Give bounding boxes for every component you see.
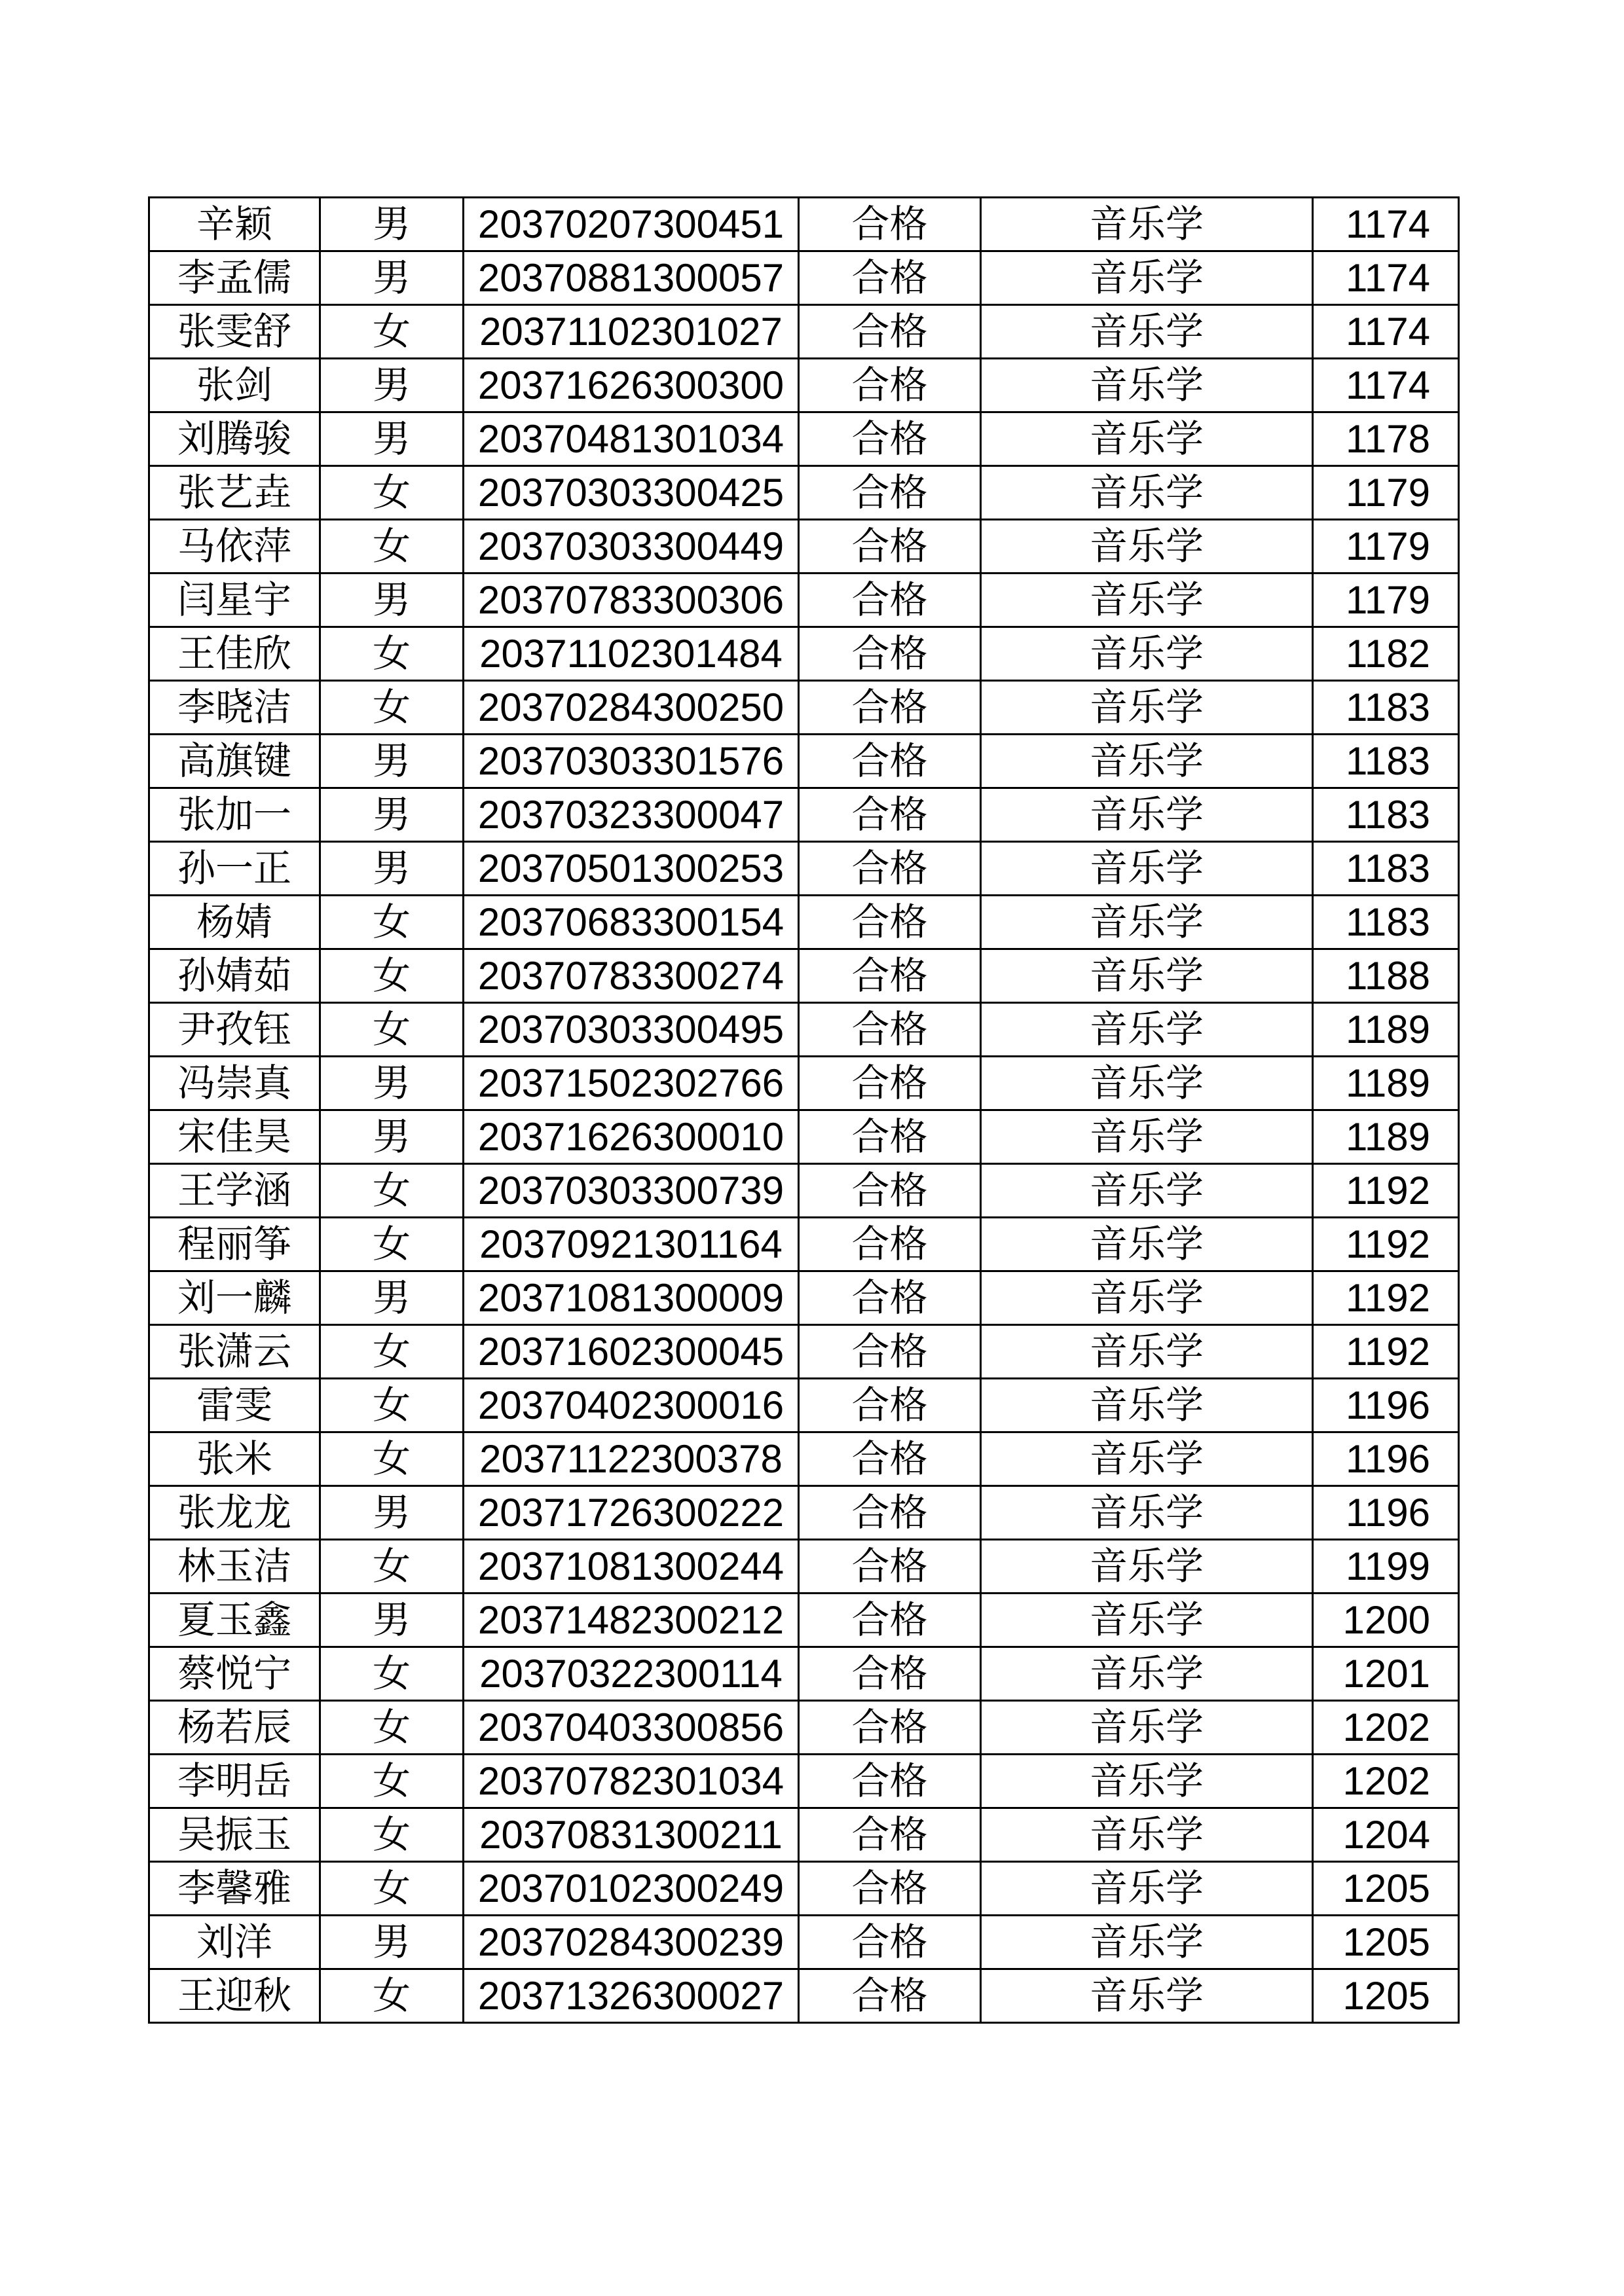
table-row	[149, 1432, 1459, 1486]
table-row	[149, 1701, 1459, 1755]
score-cell: 1192	[1313, 1164, 1459, 1218]
table-row	[149, 1540, 1459, 1594]
score-cell: 1178	[1313, 412, 1459, 466]
exam-id-cell: 20371326300027	[464, 1969, 799, 2023]
gender-cell: 女	[320, 1325, 464, 1379]
score-cell: 1174	[1313, 305, 1459, 359]
status-cell: 合格	[799, 1379, 981, 1432]
major-cell: 音乐学	[981, 1647, 1313, 1701]
exam-id-cell: 20370102300249	[464, 1862, 799, 1916]
name-cell: 李晓洁	[149, 681, 320, 735]
major-cell: 音乐学	[981, 1916, 1313, 1969]
score-cell: 1183	[1313, 896, 1459, 949]
name-cell: 闫星宇	[149, 574, 320, 627]
score-cell: 1179	[1313, 466, 1459, 520]
major-cell: 音乐学	[981, 1594, 1313, 1647]
status-cell: 合格	[799, 1057, 981, 1110]
status-cell: 合格	[799, 627, 981, 681]
major-cell: 音乐学	[981, 1862, 1313, 1916]
table-row	[149, 1969, 1459, 2023]
exam-id-cell: 20371081300009	[464, 1271, 799, 1325]
results-table-body	[149, 198, 1459, 2023]
major-cell: 音乐学	[981, 1486, 1313, 1540]
gender-cell: 女	[320, 1755, 464, 1808]
table-row	[149, 359, 1459, 412]
gender-cell: 男	[320, 198, 464, 251]
status-cell: 合格	[799, 1164, 981, 1218]
status-cell: 合格	[799, 735, 981, 788]
status-cell: 合格	[799, 1271, 981, 1325]
gender-cell: 女	[320, 1218, 464, 1271]
exam-id-cell: 20371081300244	[464, 1540, 799, 1594]
table-row	[149, 1755, 1459, 1808]
status-cell: 合格	[799, 412, 981, 466]
name-cell: 张米	[149, 1432, 320, 1486]
name-cell: 宋佳昊	[149, 1110, 320, 1164]
score-cell: 1202	[1313, 1755, 1459, 1808]
exam-id-cell: 20370782301034	[464, 1755, 799, 1808]
status-cell: 合格	[799, 1003, 981, 1057]
score-cell: 1179	[1313, 574, 1459, 627]
exam-id-cell: 20371602300045	[464, 1325, 799, 1379]
exam-id-cell: 20370284300239	[464, 1916, 799, 1969]
major-cell: 音乐学	[981, 681, 1313, 735]
name-cell: 杨若辰	[149, 1701, 320, 1755]
status-cell: 合格	[799, 896, 981, 949]
gender-cell: 男	[320, 735, 464, 788]
gender-cell: 男	[320, 1916, 464, 1969]
gender-cell: 男	[320, 412, 464, 466]
status-cell: 合格	[799, 1540, 981, 1594]
name-cell: 夏玉鑫	[149, 1594, 320, 1647]
status-cell: 合格	[799, 1969, 981, 2023]
table-row	[149, 681, 1459, 735]
score-cell: 1205	[1313, 1862, 1459, 1916]
score-cell: 1202	[1313, 1701, 1459, 1755]
name-cell: 孙婧茹	[149, 949, 320, 1003]
score-cell: 1196	[1313, 1432, 1459, 1486]
exam-id-cell: 20370481301034	[464, 412, 799, 466]
status-cell: 合格	[799, 1486, 981, 1540]
score-cell: 1192	[1313, 1271, 1459, 1325]
score-cell: 1189	[1313, 1057, 1459, 1110]
status-cell: 合格	[799, 1916, 981, 1969]
major-cell: 音乐学	[981, 1003, 1313, 1057]
table-row	[149, 412, 1459, 466]
status-cell: 合格	[799, 1325, 981, 1379]
major-cell: 音乐学	[981, 1540, 1313, 1594]
major-cell: 音乐学	[981, 1379, 1313, 1432]
name-cell: 李馨雅	[149, 1862, 320, 1916]
name-cell: 马依萍	[149, 520, 320, 574]
score-cell: 1183	[1313, 842, 1459, 896]
status-cell: 合格	[799, 251, 981, 305]
score-cell: 1196	[1313, 1486, 1459, 1540]
major-cell: 音乐学	[981, 305, 1313, 359]
table-row	[149, 1057, 1459, 1110]
name-cell: 张艺垚	[149, 466, 320, 520]
results-table	[148, 196, 1460, 2024]
gender-cell: 女	[320, 896, 464, 949]
score-cell: 1174	[1313, 198, 1459, 251]
score-cell: 1183	[1313, 788, 1459, 842]
gender-cell: 女	[320, 1164, 464, 1218]
score-cell: 1174	[1313, 359, 1459, 412]
name-cell: 刘洋	[149, 1916, 320, 1969]
gender-cell: 女	[320, 1432, 464, 1486]
score-cell: 1204	[1313, 1808, 1459, 1862]
status-cell: 合格	[799, 1808, 981, 1862]
exam-id-cell: 20371102301027	[464, 305, 799, 359]
major-cell: 音乐学	[981, 359, 1313, 412]
major-cell: 音乐学	[981, 949, 1313, 1003]
status-cell: 合格	[799, 681, 981, 735]
name-cell: 杨婧	[149, 896, 320, 949]
table-row	[149, 1003, 1459, 1057]
score-cell: 1189	[1313, 1110, 1459, 1164]
score-cell: 1205	[1313, 1916, 1459, 1969]
score-cell: 1196	[1313, 1379, 1459, 1432]
major-cell: 音乐学	[981, 627, 1313, 681]
name-cell: 程丽筝	[149, 1218, 320, 1271]
gender-cell: 男	[320, 1057, 464, 1110]
score-cell: 1205	[1313, 1969, 1459, 2023]
table-row	[149, 788, 1459, 842]
name-cell: 高旗键	[149, 735, 320, 788]
name-cell: 刘一麟	[149, 1271, 320, 1325]
exam-id-cell: 20370402300016	[464, 1379, 799, 1432]
score-cell: 1192	[1313, 1325, 1459, 1379]
gender-cell: 女	[320, 1969, 464, 2023]
status-cell: 合格	[799, 198, 981, 251]
status-cell: 合格	[799, 1432, 981, 1486]
major-cell: 音乐学	[981, 1325, 1313, 1379]
gender-cell: 女	[320, 1701, 464, 1755]
name-cell: 尹孜钰	[149, 1003, 320, 1057]
name-cell: 冯崇真	[149, 1057, 320, 1110]
status-cell: 合格	[799, 1755, 981, 1808]
exam-id-cell: 20371726300222	[464, 1486, 799, 1540]
score-cell: 1192	[1313, 1218, 1459, 1271]
gender-cell: 男	[320, 251, 464, 305]
table-row	[149, 1218, 1459, 1271]
name-cell: 吴振玉	[149, 1808, 320, 1862]
exam-id-cell: 20370303300495	[464, 1003, 799, 1057]
exam-id-cell: 20370207300451	[464, 198, 799, 251]
name-cell: 张加一	[149, 788, 320, 842]
exam-id-cell: 20370403300856	[464, 1701, 799, 1755]
table-row	[149, 1325, 1459, 1379]
table-row	[149, 1862, 1459, 1916]
exam-id-cell: 20371502302766	[464, 1057, 799, 1110]
table-row	[149, 627, 1459, 681]
name-cell: 雷雯	[149, 1379, 320, 1432]
exam-id-cell: 20371122300378	[464, 1432, 799, 1486]
gender-cell: 女	[320, 466, 464, 520]
table-row	[149, 1379, 1459, 1432]
gender-cell: 女	[320, 520, 464, 574]
status-cell: 合格	[799, 1862, 981, 1916]
exam-id-cell: 20370831300211	[464, 1808, 799, 1862]
table-row	[149, 896, 1459, 949]
gender-cell: 男	[320, 1271, 464, 1325]
gender-cell: 女	[320, 1862, 464, 1916]
status-cell: 合格	[799, 574, 981, 627]
gender-cell: 女	[320, 1003, 464, 1057]
major-cell: 音乐学	[981, 1164, 1313, 1218]
score-cell: 1182	[1313, 627, 1459, 681]
status-cell: 合格	[799, 1701, 981, 1755]
exam-id-cell: 20370322300114	[464, 1647, 799, 1701]
score-cell: 1200	[1313, 1594, 1459, 1647]
major-cell: 音乐学	[981, 896, 1313, 949]
score-cell: 1179	[1313, 520, 1459, 574]
table-row	[149, 1594, 1459, 1647]
gender-cell: 男	[320, 788, 464, 842]
gender-cell: 男	[320, 1110, 464, 1164]
table-row	[149, 574, 1459, 627]
gender-cell: 女	[320, 305, 464, 359]
score-cell: 1189	[1313, 1003, 1459, 1057]
gender-cell: 女	[320, 681, 464, 735]
table-row	[149, 466, 1459, 520]
exam-id-cell: 20370284300250	[464, 681, 799, 735]
gender-cell: 女	[320, 1379, 464, 1432]
name-cell: 张剑	[149, 359, 320, 412]
major-cell: 音乐学	[981, 1271, 1313, 1325]
exam-id-cell: 20370303300449	[464, 520, 799, 574]
gender-cell: 男	[320, 359, 464, 412]
gender-cell: 女	[320, 1808, 464, 1862]
status-cell: 合格	[799, 1647, 981, 1701]
major-cell: 音乐学	[981, 251, 1313, 305]
status-cell: 合格	[799, 842, 981, 896]
status-cell: 合格	[799, 1110, 981, 1164]
status-cell: 合格	[799, 788, 981, 842]
gender-cell: 男	[320, 1486, 464, 1540]
name-cell: 王佳欣	[149, 627, 320, 681]
table-row	[149, 842, 1459, 896]
major-cell: 音乐学	[981, 520, 1313, 574]
exam-id-cell: 20370783300274	[464, 949, 799, 1003]
major-cell: 音乐学	[981, 788, 1313, 842]
major-cell: 音乐学	[981, 842, 1313, 896]
status-cell: 合格	[799, 520, 981, 574]
name-cell: 王迎秋	[149, 1969, 320, 2023]
exam-id-cell: 20371626300300	[464, 359, 799, 412]
score-cell: 1201	[1313, 1647, 1459, 1701]
name-cell: 林玉洁	[149, 1540, 320, 1594]
table-row	[149, 1808, 1459, 1862]
name-cell: 王学涵	[149, 1164, 320, 1218]
name-cell: 蔡悦宁	[149, 1647, 320, 1701]
major-cell: 音乐学	[981, 198, 1313, 251]
major-cell: 音乐学	[981, 1110, 1313, 1164]
table-row	[149, 520, 1459, 574]
table-row	[149, 735, 1459, 788]
exam-id-cell: 20370501300253	[464, 842, 799, 896]
exam-id-cell: 20370783300306	[464, 574, 799, 627]
table-row	[149, 1916, 1459, 1969]
status-cell: 合格	[799, 949, 981, 1003]
exam-id-cell: 20370881300057	[464, 251, 799, 305]
table-row	[149, 251, 1459, 305]
gender-cell: 男	[320, 842, 464, 896]
score-cell: 1183	[1313, 735, 1459, 788]
exam-id-cell: 20371626300010	[464, 1110, 799, 1164]
name-cell: 张雯舒	[149, 305, 320, 359]
table-row	[149, 1110, 1459, 1164]
name-cell: 张龙龙	[149, 1486, 320, 1540]
status-cell: 合格	[799, 1218, 981, 1271]
gender-cell: 女	[320, 1647, 464, 1701]
score-cell: 1199	[1313, 1540, 1459, 1594]
score-cell: 1188	[1313, 949, 1459, 1003]
gender-cell: 女	[320, 1540, 464, 1594]
major-cell: 音乐学	[981, 1218, 1313, 1271]
name-cell: 李孟儒	[149, 251, 320, 305]
major-cell: 音乐学	[981, 1969, 1313, 2023]
major-cell: 音乐学	[981, 574, 1313, 627]
exam-id-cell: 20371102301484	[464, 627, 799, 681]
name-cell: 李明岳	[149, 1755, 320, 1808]
major-cell: 音乐学	[981, 1701, 1313, 1755]
exam-id-cell: 20370303300425	[464, 466, 799, 520]
major-cell: 音乐学	[981, 466, 1313, 520]
status-cell: 合格	[799, 466, 981, 520]
major-cell: 音乐学	[981, 1808, 1313, 1862]
name-cell: 张潇云	[149, 1325, 320, 1379]
exam-id-cell: 20371482300212	[464, 1594, 799, 1647]
major-cell: 音乐学	[981, 1755, 1313, 1808]
table-row	[149, 1486, 1459, 1540]
gender-cell: 女	[320, 627, 464, 681]
status-cell: 合格	[799, 359, 981, 412]
exam-id-cell: 20370323300047	[464, 788, 799, 842]
status-cell: 合格	[799, 305, 981, 359]
exam-id-cell: 20370683300154	[464, 896, 799, 949]
name-cell: 孙一正	[149, 842, 320, 896]
table-row	[149, 198, 1459, 251]
name-cell: 刘腾骏	[149, 412, 320, 466]
table-row	[149, 1164, 1459, 1218]
gender-cell: 男	[320, 574, 464, 627]
table-row	[149, 1271, 1459, 1325]
major-cell: 音乐学	[981, 412, 1313, 466]
status-cell: 合格	[799, 1594, 981, 1647]
major-cell: 音乐学	[981, 1057, 1313, 1110]
name-cell: 辛颖	[149, 198, 320, 251]
table-row	[149, 1647, 1459, 1701]
gender-cell: 男	[320, 1594, 464, 1647]
score-cell: 1183	[1313, 681, 1459, 735]
score-cell: 1174	[1313, 251, 1459, 305]
exam-id-cell: 20370303301576	[464, 735, 799, 788]
exam-id-cell: 20370303300739	[464, 1164, 799, 1218]
major-cell: 音乐学	[981, 1432, 1313, 1486]
gender-cell: 女	[320, 949, 464, 1003]
table-row	[149, 305, 1459, 359]
exam-id-cell: 20370921301164	[464, 1218, 799, 1271]
major-cell: 音乐学	[981, 735, 1313, 788]
table-row	[149, 949, 1459, 1003]
